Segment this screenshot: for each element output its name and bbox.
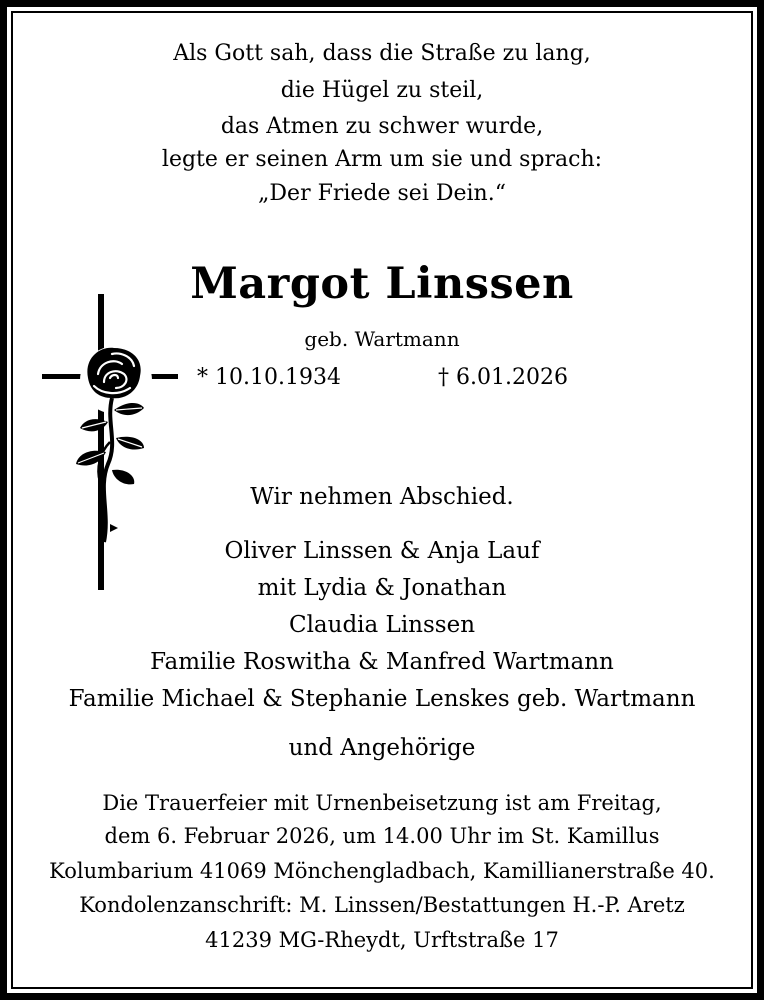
poem-line-4: legte er seinen Arm um sie und sprach: (161, 147, 603, 172)
poem-line-2: die Hügel zu steil, (280, 78, 484, 103)
mourner-line-5: Familie Michael & Stephanie Lenskes geb. Wartmann (68, 686, 696, 712)
info-line-2: dem 6. Februar 2026, um 14.00 Uhr im St. Kamillus (104, 824, 660, 848)
mourner-line-3: Claudia Linssen (288, 612, 476, 638)
info-line-4: Kondolenzanschrift: M. Linssen/Bestattungen H.-P. Aretz (79, 893, 685, 917)
info-line-1: Die Trauerfeier mit Urnenbeisetzung ist am Freitag, (102, 791, 662, 815)
info-line-5: 41239 MG-Rheydt, Urftstraße 17 (205, 928, 559, 952)
mourner-line-4: Familie Roswitha & Manfred Wartmann (150, 649, 614, 675)
poem-line-5: „Der Friede sei Dein.“ (258, 181, 506, 206)
info-line-3: Kolumbarium 41069 Mönchengladbach, Kamillianerstraße 40. (49, 859, 715, 883)
poem-line-3: das Atmen zu schwer wurde, (220, 114, 544, 139)
mourner-line-1: Oliver Linssen & Anja Lauf (224, 538, 540, 564)
birth-name: geb. Wartmann (304, 327, 460, 351)
mourner-line-2: mit Lydia & Jonathan (257, 575, 507, 601)
relatives-line: und Angehörige (288, 735, 476, 761)
birth-date: * 10.10.1934 (197, 365, 341, 390)
farewell-line: Wir nehmen Abschied. (250, 484, 514, 510)
poem-line-1: Als Gott sah, dass die Straße zu lang, (173, 41, 591, 66)
death-date: † 6.01.2026 (438, 365, 568, 390)
deceased-name: Margot Linssen (190, 259, 574, 309)
